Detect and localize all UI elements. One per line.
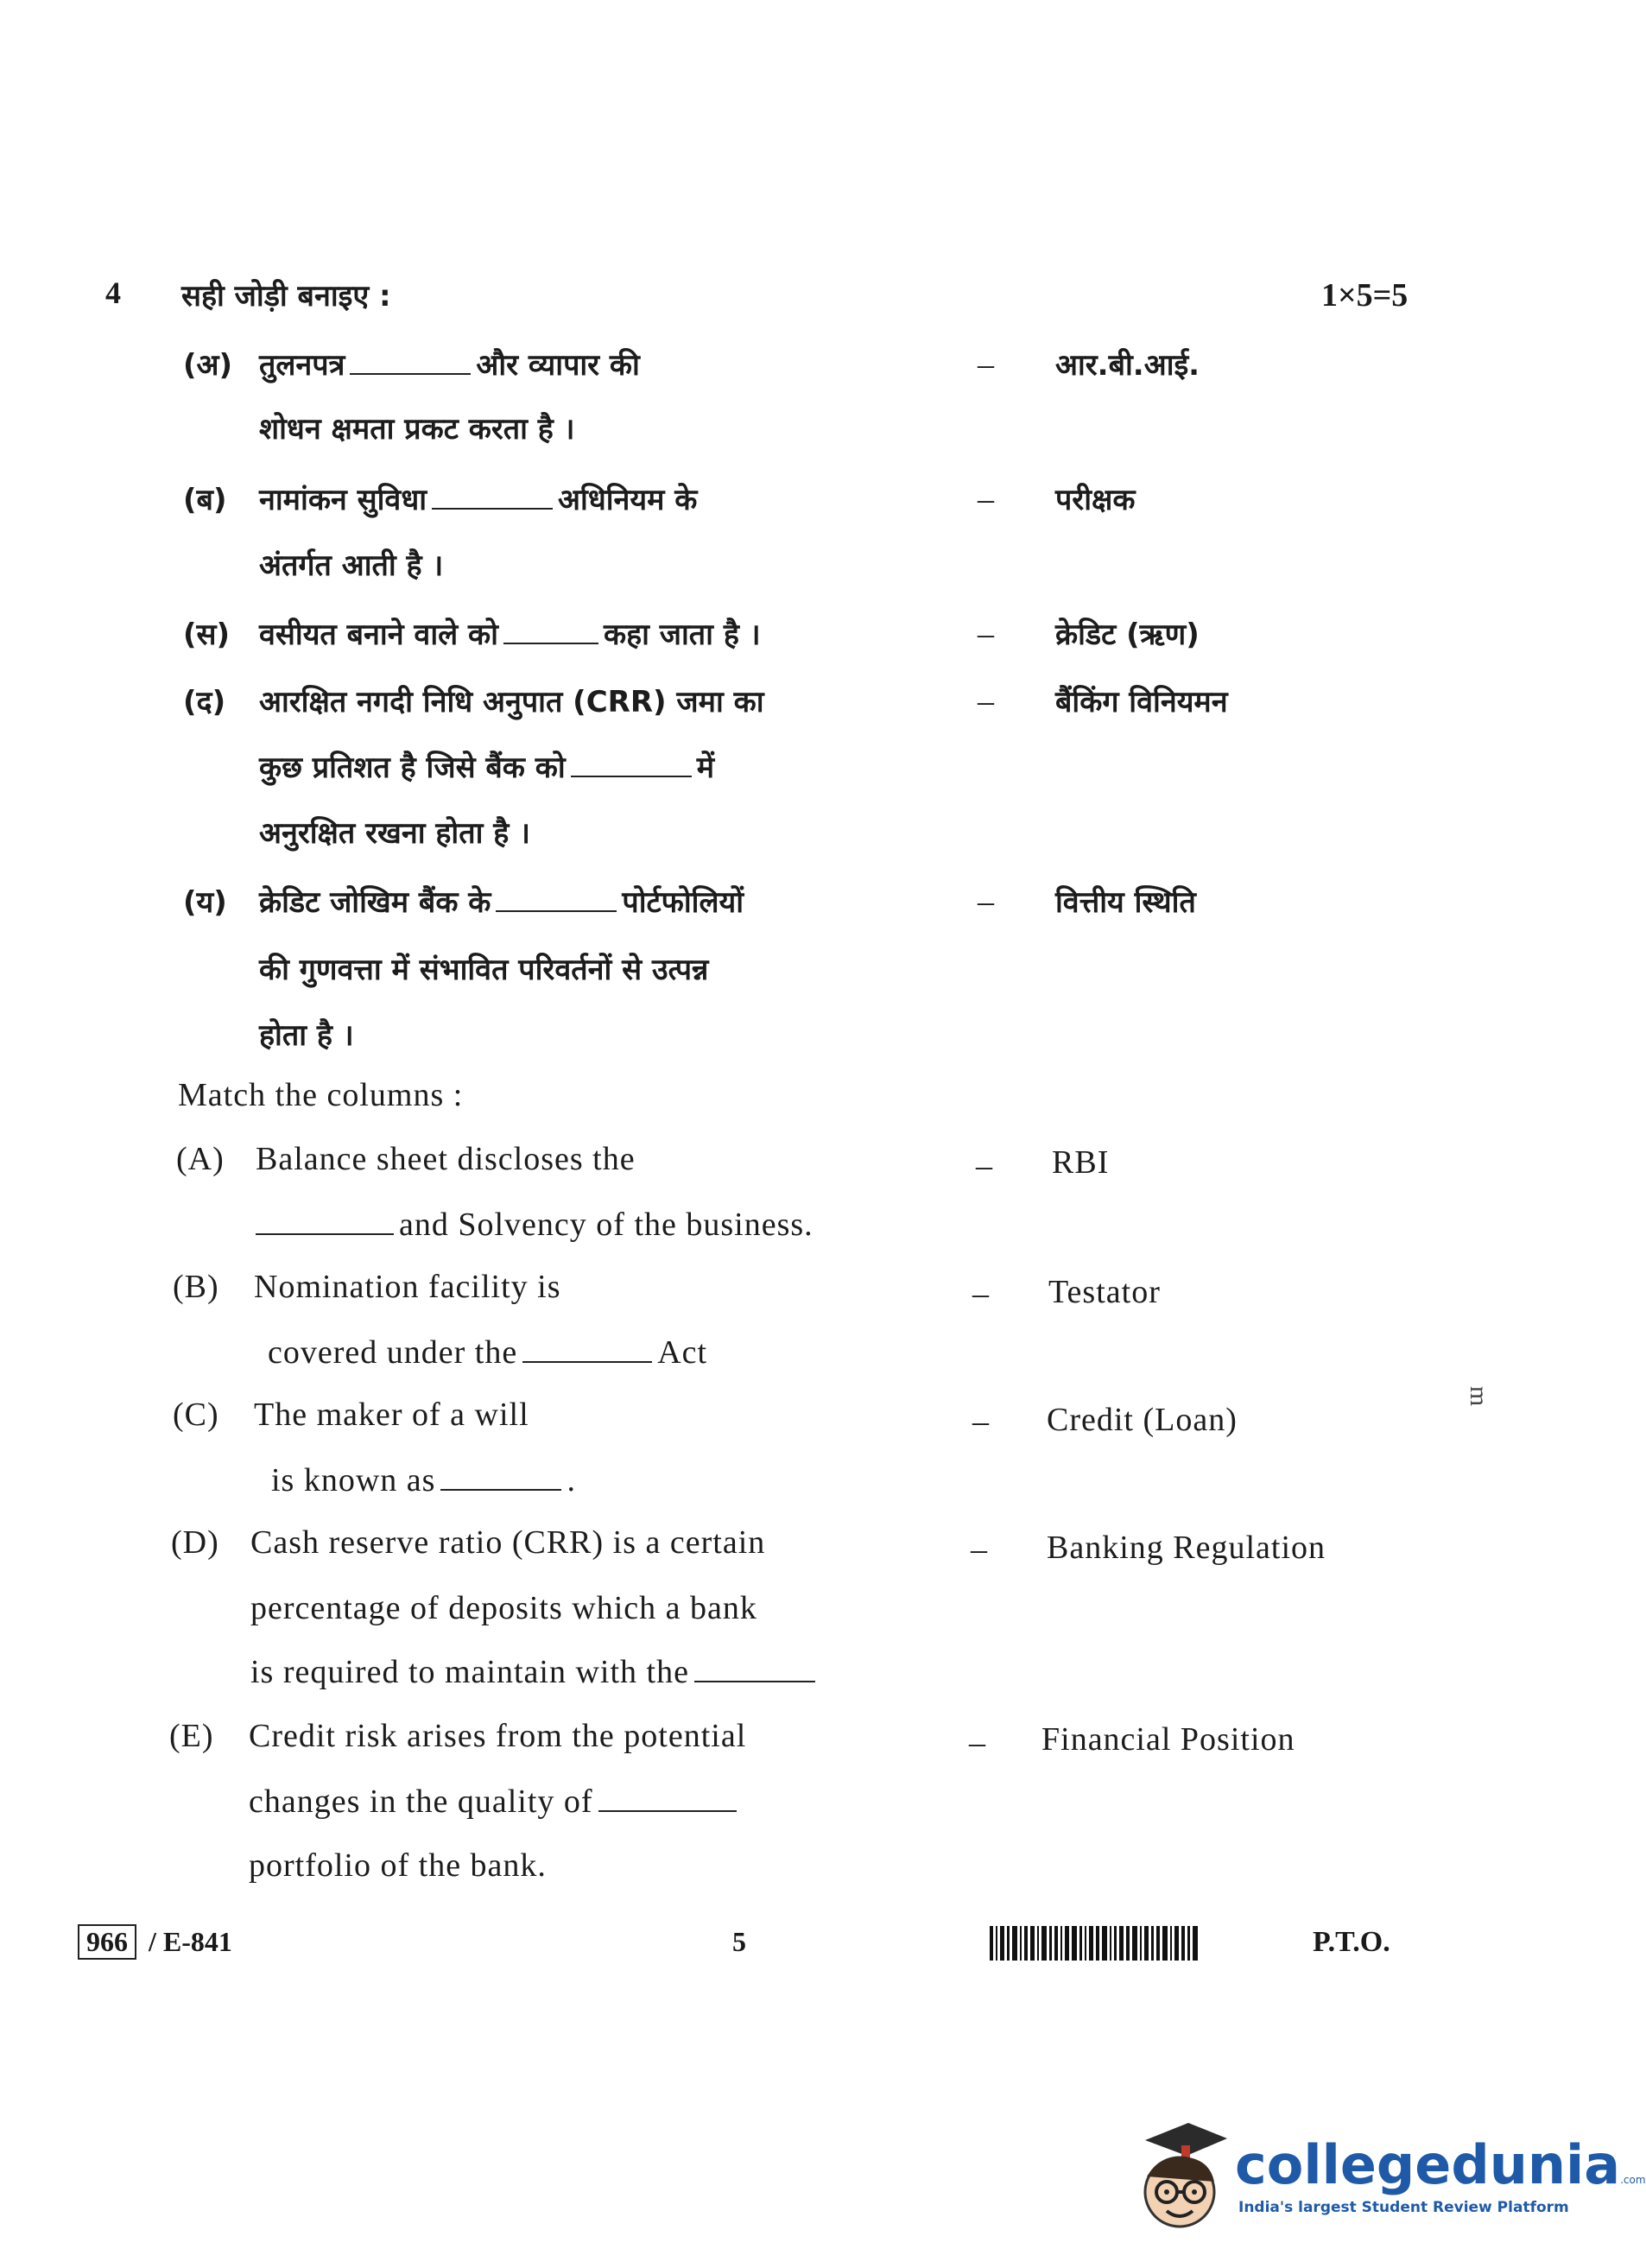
hindi-item-text: क्रेडिट जोखिम बैंक के पोर्टफोलियों	[259, 885, 744, 920]
english-answer: Credit (Loan)	[1047, 1402, 1238, 1438]
hindi-item-label: (ब)	[183, 483, 227, 517]
hindi-item-text: नामांकन सुविधा अधिनियम के	[259, 483, 698, 517]
english-item-text: changes in the quality of	[249, 1783, 742, 1821]
hindi-item-label: (स)	[183, 618, 231, 652]
english-item-label: (E)	[169, 1718, 214, 1754]
logo-wordmark	[1235, 2133, 1646, 2196]
logo-com: .com	[1620, 2174, 1646, 2186]
english-item-text: percentage of deposits which a bank	[250, 1590, 757, 1626]
english-item-label: (D)	[171, 1524, 219, 1561]
dash: –	[978, 481, 994, 517]
logo-tagline: India's largest Student Review Platform	[1238, 2199, 1569, 2216]
hindi-item-text: आरक्षित नगदी निधि अनुपात (CRR) जमा का	[259, 685, 764, 719]
dash: –	[978, 616, 994, 652]
dash: –	[978, 884, 994, 920]
pto: P.T.O.	[1313, 1926, 1390, 1958]
page-number: 5	[732, 1926, 746, 1957]
english-heading: Match the columns :	[178, 1077, 464, 1113]
hindi-item-label: (द)	[183, 685, 226, 719]
english-item-text: covered under the Act	[268, 1334, 708, 1371]
english-answer: RBI	[1052, 1144, 1110, 1181]
hindi-item-text: शोधन क्षमता प्रकट करता है ।	[259, 412, 575, 447]
english-item-label: (A)	[176, 1141, 225, 1177]
dash: –	[972, 1276, 989, 1312]
logo-name: collegedunia	[1235, 2133, 1621, 2196]
hindi-item-text: की गुणवत्ता में संभावित परिवर्तनों से उत्पन्न	[259, 953, 709, 987]
dash: –	[978, 346, 994, 383]
english-answer: Financial Position	[1041, 1721, 1295, 1758]
english-item-label: (C)	[173, 1397, 219, 1433]
hindi-item-label: (अ)	[183, 348, 233, 383]
dash: –	[969, 1725, 985, 1761]
dash: –	[978, 683, 994, 719]
english-answer: Banking Regulation	[1047, 1530, 1326, 1566]
english-item-text: is required to maintain with the	[250, 1653, 820, 1691]
english-item-text: Nomination facility is	[254, 1269, 561, 1305]
hindi-answer: वित्तीय स्थिति	[1055, 885, 1196, 920]
series-code: / E-841	[149, 1926, 232, 1957]
hindi-item-text: वसीयत बनाने वाले को कहा जाता है ।	[259, 618, 761, 652]
hindi-answer: आर.बी.आई.	[1055, 348, 1200, 383]
hindi-item-text: कुछ प्रतिशत है जिसे बैंक को में	[259, 751, 715, 785]
mascot-logo	[1128, 2114, 1231, 2244]
english-item-text: Cash reserve ratio (CRR) is a certain	[250, 1524, 766, 1561]
marks: 1×5=5	[1321, 277, 1409, 314]
hindi-answer: परीक्षक	[1055, 483, 1136, 517]
margin-mark: m	[1465, 1385, 1494, 1408]
hindi-instruction: सही जोड़ी बनाइए :	[181, 279, 391, 314]
hindi-item-text: होता है ।	[259, 1018, 354, 1053]
barcode	[990, 1926, 1200, 1961]
question-number: 4	[105, 276, 121, 310]
dash: –	[976, 1148, 992, 1184]
dash: –	[971, 1531, 987, 1568]
english-item-text: portfolio of the bank.	[249, 1847, 547, 1884]
english-item-text: is known as .	[271, 1462, 576, 1498]
english-item-label: (B)	[173, 1269, 219, 1305]
hindi-item-label: (य)	[183, 885, 227, 920]
hindi-answer: क्रेडिट (ऋण)	[1055, 618, 1200, 652]
hindi-item-text: अनुरक्षित रखना होता है ।	[259, 816, 531, 851]
english-item-text: Balance sheet discloses the	[256, 1141, 636, 1177]
hindi-item-text: अंतर्गत आती है ।	[259, 548, 444, 583]
english-item-text: Credit risk arises from the potential	[249, 1718, 747, 1754]
hindi-answer: बैंकिंग विनियमन	[1055, 685, 1228, 719]
dash: –	[972, 1403, 989, 1440]
english-answer: Testator	[1048, 1274, 1161, 1310]
english-item-text: The maker of a will	[254, 1397, 529, 1433]
english-item-text: and Solvency of the business.	[256, 1206, 814, 1244]
footer-code	[78, 1924, 232, 1960]
hindi-item-text: तुलनपत्र और व्यापार की	[259, 348, 640, 383]
paper-code: 966	[78, 1924, 136, 1960]
